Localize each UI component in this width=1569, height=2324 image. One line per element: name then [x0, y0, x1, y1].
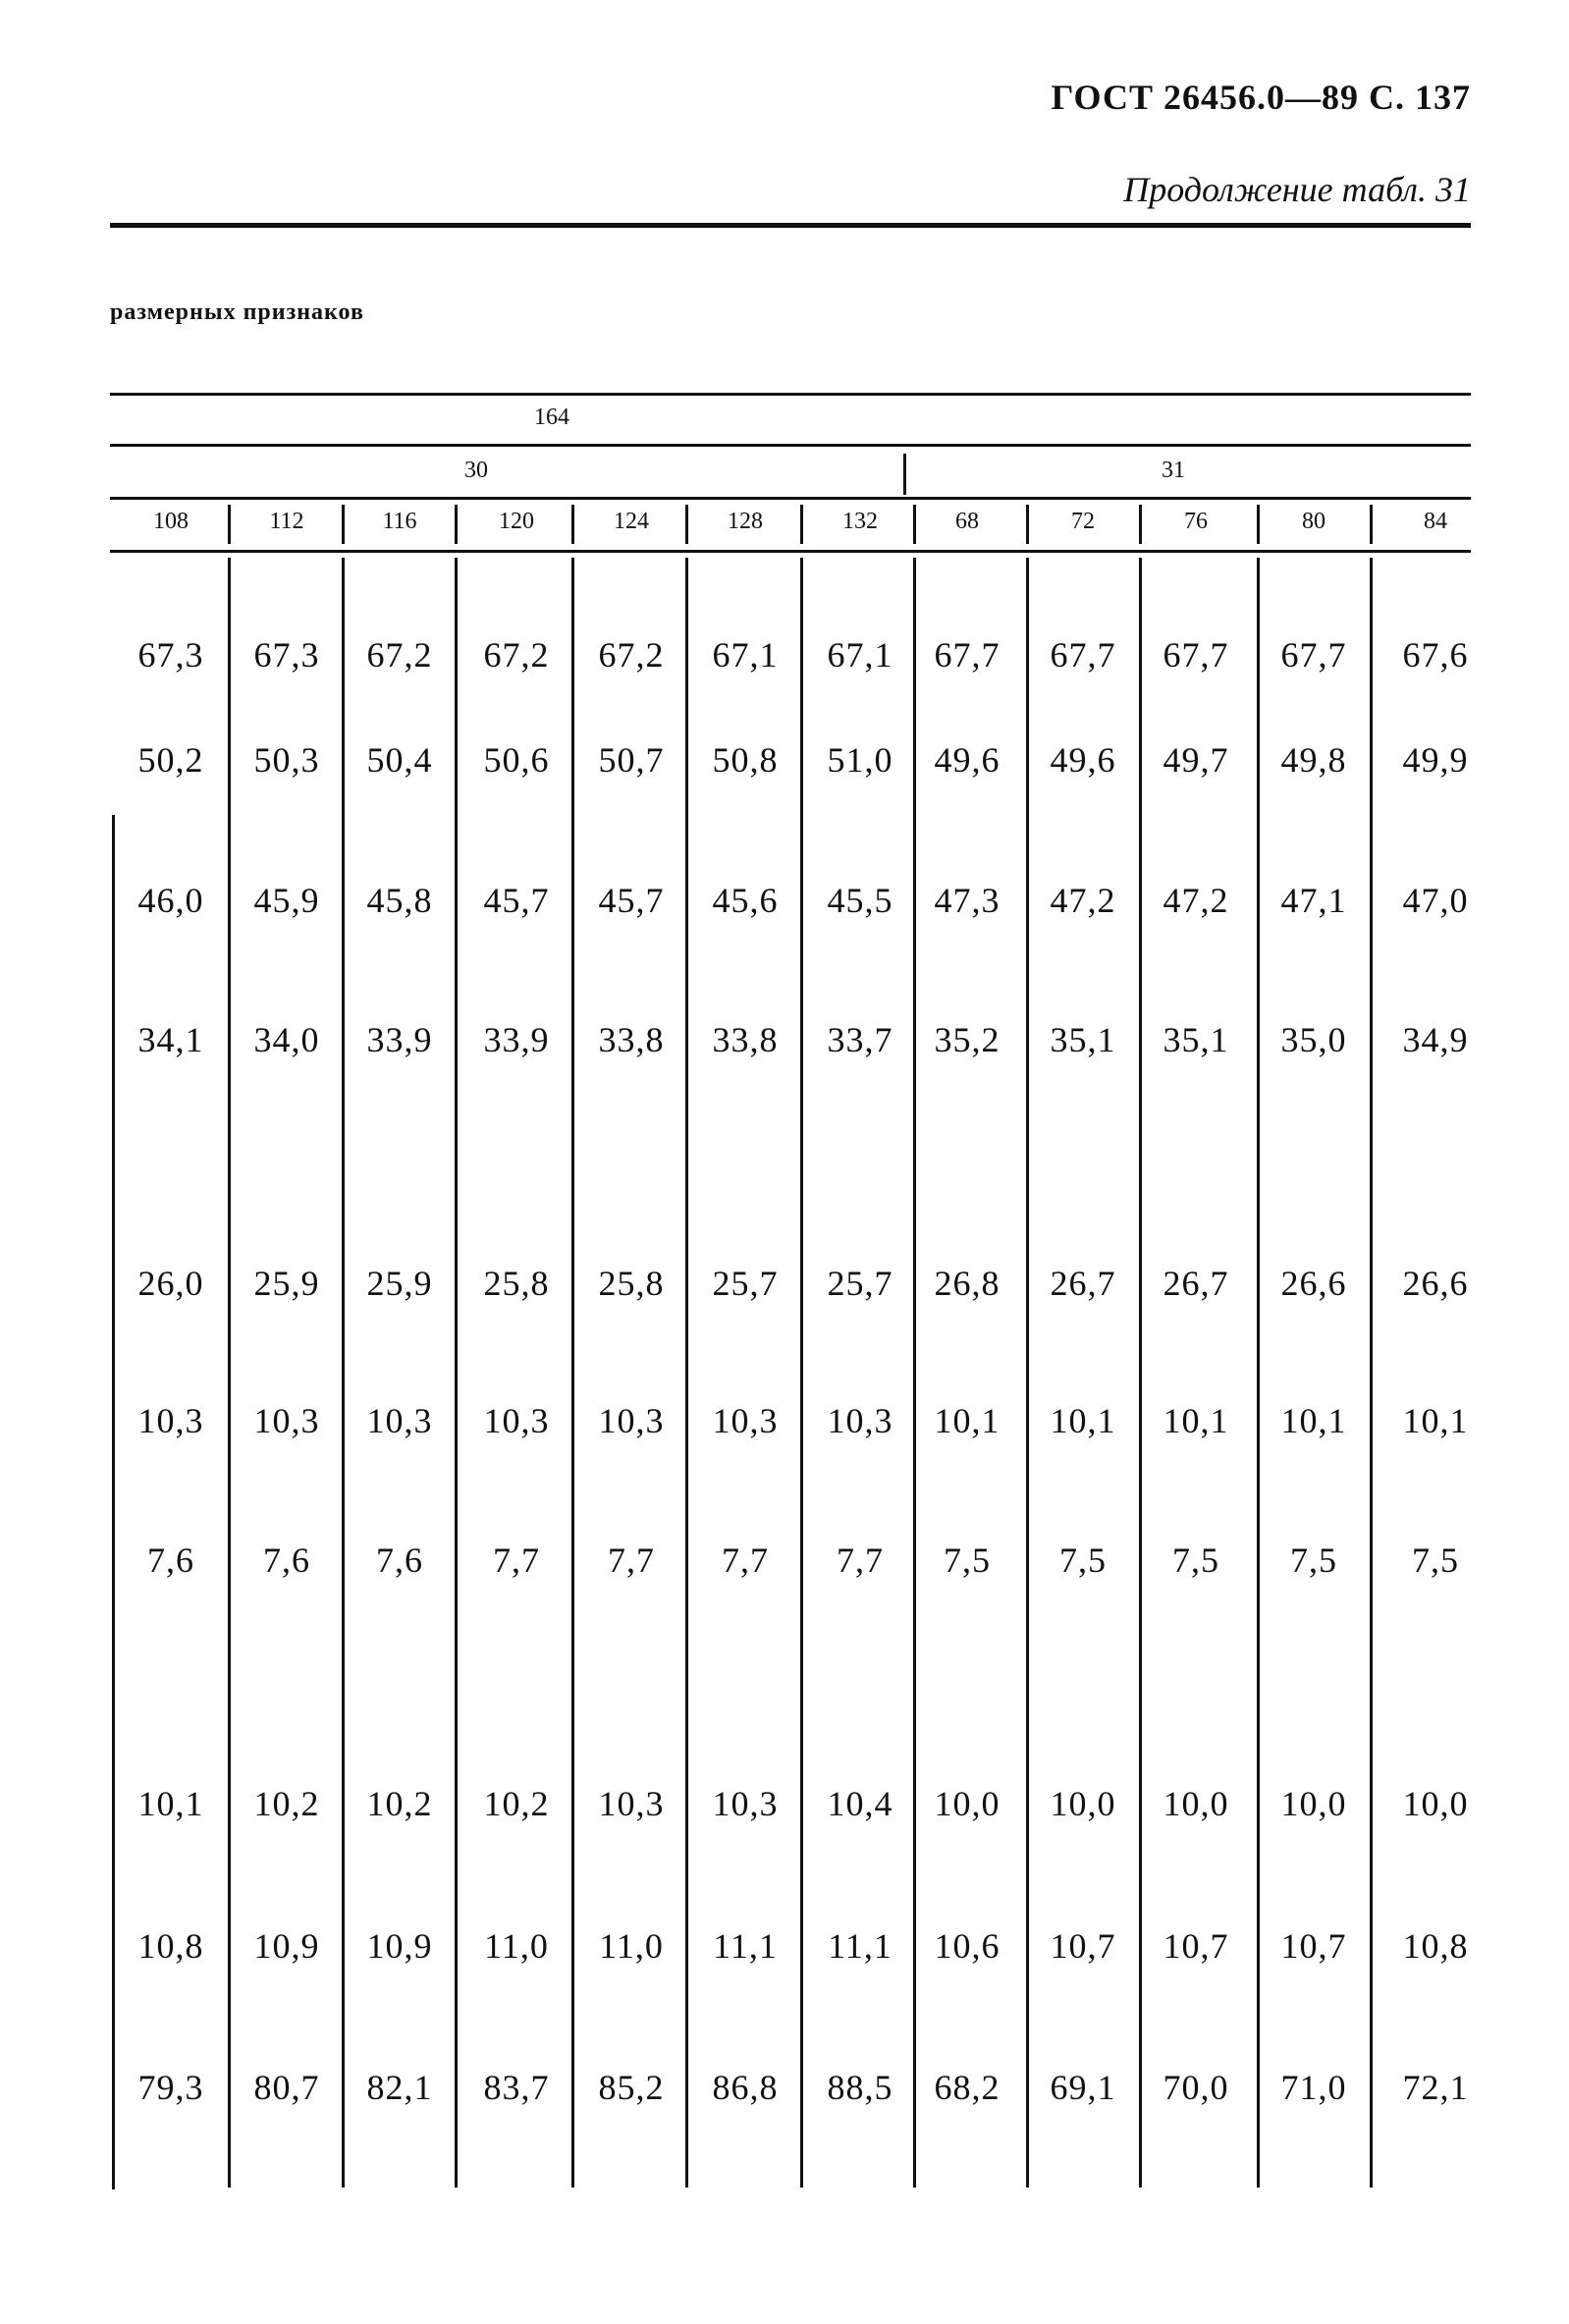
table-cell: 85,2 — [598, 2068, 665, 2107]
table-cell: 47,1 — [1280, 881, 1347, 920]
table-cell: 25,7 — [827, 1264, 893, 1303]
table-cell: 10,0 — [1050, 1784, 1116, 1823]
column-header: 120 — [499, 509, 534, 534]
table-cell: 10,8 — [137, 1926, 204, 1966]
table-cell: 51,0 — [827, 740, 893, 780]
table-cell: 34,0 — [253, 1020, 320, 1059]
table-cell: 7,5 — [1412, 1540, 1459, 1580]
table-cell: 82,1 — [366, 2068, 433, 2107]
header-separator — [800, 505, 803, 544]
table-cell: 10,1 — [1280, 1401, 1347, 1440]
header-rule — [110, 223, 1471, 228]
table-cell: 10,3 — [712, 1401, 779, 1440]
table-cell: 50,6 — [483, 740, 550, 780]
table-cell: 83,7 — [483, 2068, 550, 2107]
header-separator — [228, 505, 231, 544]
header-separator — [685, 505, 688, 544]
table-cell: 25,7 — [712, 1264, 779, 1303]
table-cell: 10,4 — [827, 1784, 893, 1823]
table-cell: 45,7 — [598, 881, 665, 920]
table-top-rule — [110, 393, 1471, 396]
group-rule — [110, 444, 1471, 447]
table-cell: 26,7 — [1050, 1264, 1116, 1303]
column-separator-line — [342, 558, 345, 2188]
table-cell: 7,7 — [608, 1540, 655, 1580]
table-cell: 10,1 — [1050, 1401, 1116, 1440]
table-cell: 49,7 — [1163, 740, 1229, 780]
table-cell: 67,7 — [934, 635, 1001, 675]
table-cell: 50,4 — [366, 740, 433, 780]
table-cell: 45,5 — [827, 881, 893, 920]
table-cell: 25,9 — [253, 1264, 320, 1303]
column-header: 84 — [1424, 509, 1447, 534]
table-cell: 33,9 — [483, 1020, 550, 1059]
table-cell: 67,1 — [712, 635, 779, 675]
header-separator — [1139, 505, 1142, 544]
table-cell: 10,3 — [712, 1784, 779, 1823]
table-cell: 34,9 — [1402, 1020, 1469, 1059]
table-cell: 88,5 — [827, 2068, 893, 2107]
column-header: 80 — [1302, 509, 1326, 534]
table-cell: 10,1 — [1402, 1401, 1469, 1440]
table-cell: 72,1 — [1402, 2068, 1469, 2107]
table-cell: 7,5 — [1290, 1540, 1337, 1580]
table-cell: 10,3 — [483, 1401, 550, 1440]
table-cell: 67,2 — [366, 635, 433, 675]
table-cell: 47,2 — [1163, 881, 1229, 920]
table-cell: 67,7 — [1050, 635, 1116, 675]
table-cell: 68,2 — [934, 2068, 1001, 2107]
document-title: ГОСТ 26456.0—89 С. 137 — [1051, 78, 1471, 117]
table-cell: 45,9 — [253, 881, 320, 920]
table-cell: 10,0 — [1402, 1784, 1469, 1823]
subgroup-separator — [903, 454, 906, 495]
table-cell: 35,2 — [934, 1020, 1001, 1059]
column-separator-line — [228, 558, 231, 2188]
table-cell: 50,8 — [712, 740, 779, 780]
table-cell: 10,3 — [366, 1401, 433, 1440]
header-separator — [1370, 505, 1373, 544]
table-cell: 7,7 — [837, 1540, 884, 1580]
subgroup-rule — [110, 497, 1471, 500]
table-cell: 67,2 — [598, 635, 665, 675]
table-cell: 7,7 — [493, 1540, 540, 1580]
table-cell: 67,7 — [1163, 635, 1229, 675]
table-cell: 49,6 — [1050, 740, 1116, 780]
header-bottom-rule — [110, 550, 1471, 553]
table-cell: 10,8 — [1402, 1926, 1469, 1966]
table-cell: 67,3 — [137, 635, 204, 675]
column-header: 108 — [153, 509, 189, 534]
group-header-164: 164 — [534, 405, 569, 430]
table-cell: 10,3 — [827, 1401, 893, 1440]
table-cell: 7,5 — [944, 1540, 991, 1580]
table-cell: 10,9 — [366, 1926, 433, 1966]
table-cell: 10,7 — [1050, 1926, 1116, 1966]
table-cell: 47,3 — [934, 881, 1001, 920]
header-separator — [913, 505, 916, 544]
table-cell: 49,9 — [1402, 740, 1469, 780]
header-separator — [342, 505, 345, 544]
table-cell: 10,7 — [1280, 1926, 1347, 1966]
table-cell: 7,6 — [263, 1540, 310, 1580]
table-cell: 47,0 — [1402, 881, 1469, 920]
table-cell: 49,8 — [1280, 740, 1347, 780]
table-cell: 79,3 — [137, 2068, 204, 2107]
table-cell: 26,8 — [934, 1264, 1001, 1303]
column-header: 72 — [1071, 509, 1095, 534]
header-separator — [455, 505, 458, 544]
table-cell: 25,8 — [598, 1264, 665, 1303]
table-cell: 25,8 — [483, 1264, 550, 1303]
table-cell: 10,2 — [366, 1784, 433, 1823]
column-separator-line — [1370, 558, 1373, 2188]
table-cell: 33,8 — [598, 1020, 665, 1059]
table-cell: 10,7 — [1163, 1926, 1229, 1966]
table-cell: 35,1 — [1050, 1020, 1116, 1059]
table-cell: 11,0 — [484, 1926, 549, 1966]
table-cell: 46,0 — [137, 881, 204, 920]
table-cell: 26,6 — [1280, 1264, 1347, 1303]
table-cell: 50,7 — [598, 740, 665, 780]
table-cell: 50,3 — [253, 740, 320, 780]
table-cell: 10,3 — [137, 1401, 204, 1440]
column-header: 124 — [614, 509, 649, 534]
table-cell: 10,1 — [1163, 1401, 1229, 1440]
table-cell: 7,7 — [722, 1540, 769, 1580]
table-cell: 35,1 — [1163, 1020, 1229, 1059]
table-continuation-label: Продолжение табл. 31 — [1123, 170, 1471, 209]
table-cell: 47,2 — [1050, 881, 1116, 920]
column-separator-line — [571, 558, 574, 2188]
column-separator-line — [455, 558, 458, 2188]
column-separator-line — [685, 558, 688, 2188]
table-cell: 7,5 — [1172, 1540, 1219, 1580]
header-separator — [1257, 505, 1260, 544]
subgroup-header-30: 30 — [464, 458, 488, 483]
table-cell: 33,8 — [712, 1020, 779, 1059]
table-cell: 11,1 — [713, 1926, 778, 1966]
table-cell: 49,6 — [934, 740, 1001, 780]
table-cell: 71,0 — [1280, 2068, 1347, 2107]
column-header: 76 — [1184, 509, 1208, 534]
table-cell: 26,7 — [1163, 1264, 1229, 1303]
header-separator — [571, 505, 574, 544]
table-cell: 7,6 — [376, 1540, 423, 1580]
subgroup-header-31: 31 — [1162, 458, 1185, 483]
table-cell: 25,9 — [366, 1264, 433, 1303]
table-cell: 86,8 — [712, 2068, 779, 2107]
table-cell: 10,1 — [137, 1784, 204, 1823]
table-cell: 67,3 — [253, 635, 320, 675]
table-cell: 10,1 — [934, 1401, 1001, 1440]
table-cell: 10,3 — [598, 1784, 665, 1823]
table-cell: 35,0 — [1280, 1020, 1347, 1059]
table-cell: 10,3 — [598, 1401, 665, 1440]
table-cell: 7,6 — [147, 1540, 194, 1580]
table-cell: 33,7 — [827, 1020, 893, 1059]
table-cell: 26,6 — [1402, 1264, 1469, 1303]
table-cell: 10,2 — [483, 1784, 550, 1823]
table-cell: 34,1 — [137, 1020, 204, 1059]
table-cell: 45,6 — [712, 881, 779, 920]
table-cell: 45,7 — [483, 881, 550, 920]
table-cell: 10,2 — [253, 1784, 320, 1823]
column-header: 132 — [842, 509, 878, 534]
table-cell: 7,5 — [1059, 1540, 1107, 1580]
table-caption: размерных признаков — [110, 299, 364, 325]
table-cell: 67,2 — [483, 635, 550, 675]
header-separator — [1026, 505, 1029, 544]
table-cell: 10,6 — [934, 1926, 1001, 1966]
column-separator-line — [800, 558, 803, 2188]
table-cell: 10,0 — [1163, 1784, 1229, 1823]
table-cell: 10,0 — [1280, 1784, 1347, 1823]
column-header: 112 — [269, 509, 304, 534]
table-cell: 10,0 — [934, 1784, 1001, 1823]
table-cell: 80,7 — [253, 2068, 320, 2107]
column-header: 116 — [382, 509, 417, 534]
table-cell: 10,9 — [253, 1926, 320, 1966]
table-cell: 70,0 — [1163, 2068, 1229, 2107]
table-cell: 67,1 — [827, 635, 893, 675]
table-cell: 33,9 — [366, 1020, 433, 1059]
column-header: 128 — [728, 509, 763, 534]
column-header: 68 — [955, 509, 979, 534]
table-cell: 26,0 — [137, 1264, 204, 1303]
table-cell: 11,1 — [828, 1926, 893, 1966]
table-cell: 50,2 — [137, 740, 204, 780]
table-cell: 69,1 — [1050, 2068, 1116, 2107]
table-cell: 67,7 — [1280, 635, 1347, 675]
table-cell: 11,0 — [599, 1926, 664, 1966]
table-cell: 10,3 — [253, 1401, 320, 1440]
left-border-line — [112, 815, 115, 2189]
table-cell: 67,6 — [1402, 635, 1469, 675]
table-cell: 45,8 — [366, 881, 433, 920]
